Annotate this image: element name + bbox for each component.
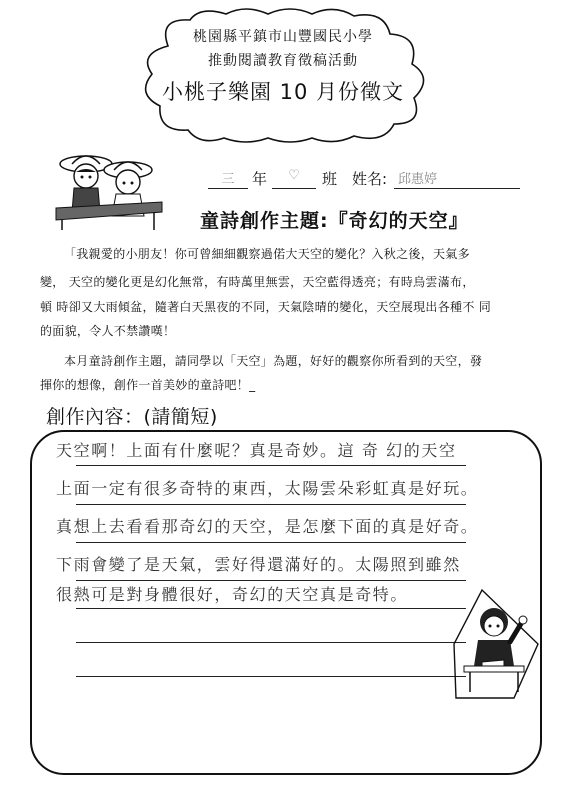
- event-name: 推動閱讀教育徵稿活動: [208, 53, 358, 69]
- grade-field[interactable]: 三: [208, 168, 248, 189]
- handwriting-line-1: 天空啊！上面有什麼呢？真是奇妙。這 奇 幻的天空: [56, 441, 457, 460]
- intro-line-3: 頓 時卻又大雨傾盆，隨著白天黑夜的不同，天氣陰晴的變化，天空展現出各種不 同: [40, 300, 492, 314]
- student-info-row: [186, 168, 531, 192]
- class-field[interactable]: ♡: [272, 168, 316, 189]
- ruled-line: [76, 642, 466, 643]
- intro-line-6: 揮你的想像，創作一首美妙的童詩吧！_: [40, 378, 256, 392]
- ruled-line: [76, 580, 466, 581]
- handwriting-line-3: 真想上去看看那奇幻的天空，是怎麼下面的真是好奇。: [56, 517, 479, 536]
- class-label: 班: [322, 170, 338, 188]
- handwriting-line-5: 很熱可是對身體很好，奇幻的天空真是奇特。: [56, 585, 409, 604]
- school-name: 桃園縣平鎮市山豐國民小學: [193, 29, 373, 45]
- handwriting-line-2: 上面一定有很多奇特的東西，太陽雲朵彩虹真是好玩。: [56, 479, 479, 498]
- ruled-line: [76, 542, 466, 543]
- intro-line-5: 本月童詩創作主題，請同學以「天空」為題，好好的觀察你所看到的天空，發: [64, 354, 483, 368]
- kids-illustration: [54, 150, 164, 230]
- intro-line-4: 的面貌，令人不禁讚嘆！: [40, 324, 176, 338]
- poem-theme: 童詩創作主題:『奇幻的天空』: [200, 210, 469, 232]
- content-heading: 創作內容：(請簡短): [46, 406, 218, 428]
- name-field[interactable]: 邱惠婷: [394, 168, 520, 189]
- ruled-line: [76, 504, 466, 505]
- ruled-line: [76, 608, 466, 609]
- intro-line-1: 「我親愛的小朋友！你可曾細細觀察過偌大天空的變化？入秋之後，天氣多: [64, 247, 470, 261]
- ruled-line: [76, 465, 466, 466]
- page-title: 小桃子樂園 10 月份徵文: [161, 80, 405, 104]
- grade-label: 年: [252, 170, 268, 188]
- handwriting-line-4: 下雨會變了是天氣，雲好得還滿好的。太陽照到雖然: [56, 555, 461, 574]
- intro-line-2: 變， 天空的變化更是幻化無常，有時萬里無雲，天空藍得透亮；有時烏雲滿布，: [40, 275, 475, 289]
- ruled-line: [76, 676, 466, 677]
- name-label: 姓名:: [352, 170, 388, 188]
- student-illustration: [452, 588, 540, 700]
